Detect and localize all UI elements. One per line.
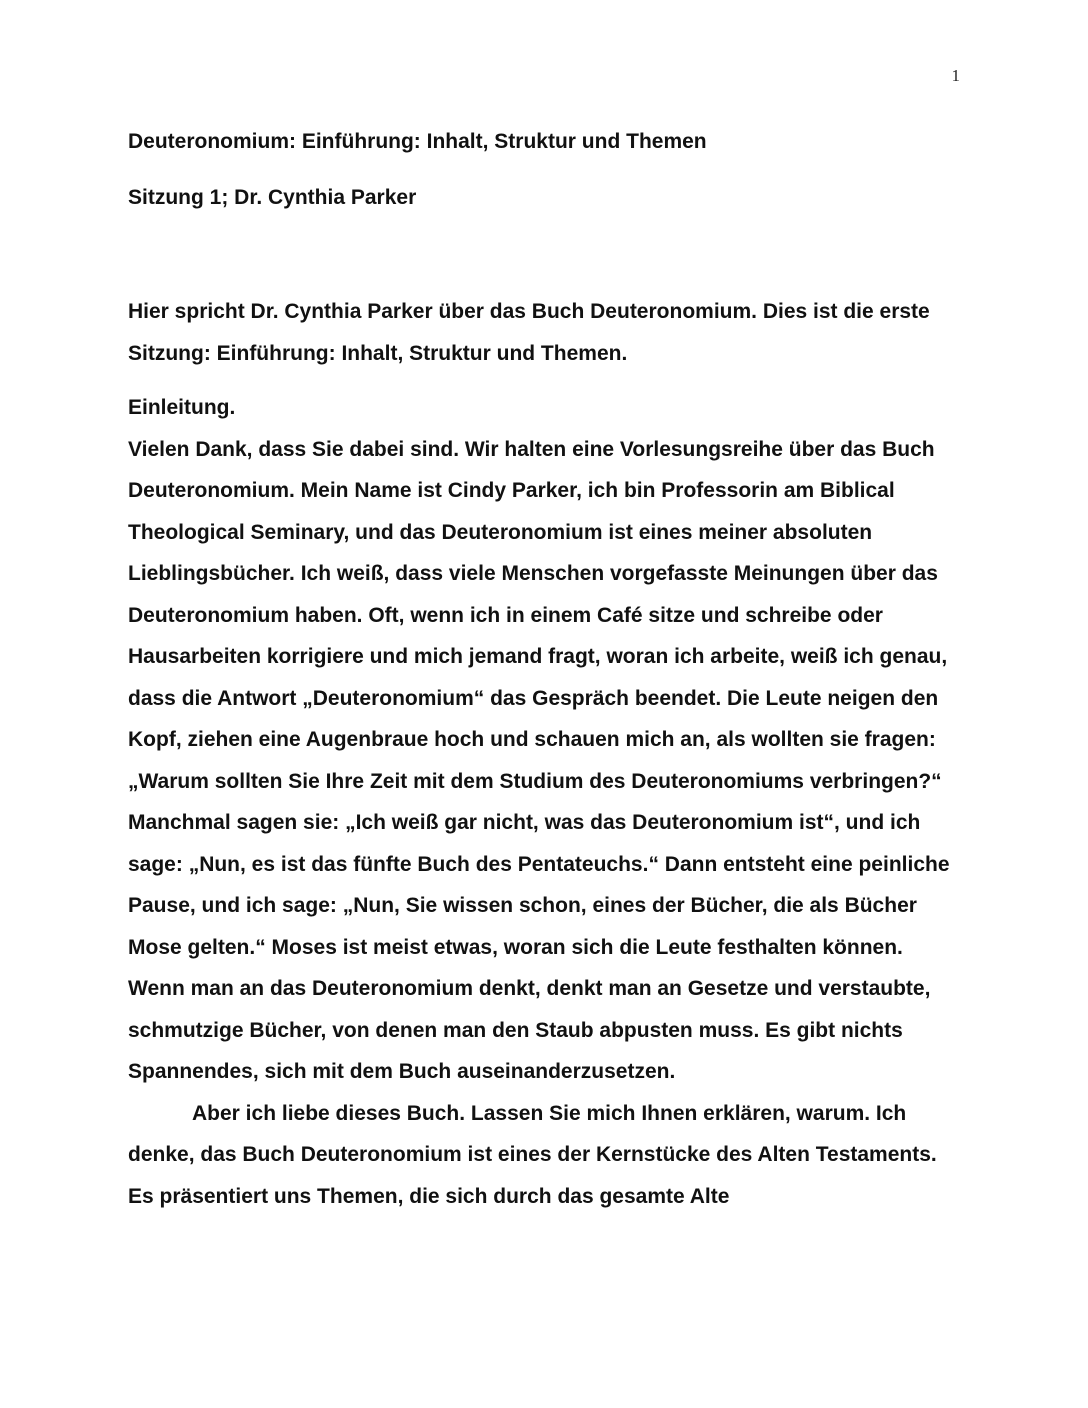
body-paragraph: Aber ich liebe dieses Buch. Lassen Sie mich Ihnen erklären, warum. Ich denke, das Buch Deuteronomium ist eines der Kernstücke des Alten Testaments. Es präsentiert uns Themen, die sich durch das gesamte Alte — [128, 1101, 937, 1208]
page-number: 1 — [951, 66, 960, 85]
document-title: Deuteronomium: Einführung: Inhalt, Struktur und Themen — [128, 130, 707, 153]
body-paragraph: Vielen Dank, dass Sie dabei sind. Wir halten eine Vorlesungsreihe über das Buch Deuteronomium. Mein Name ist Cindy Parker, ich bin Professorin am Biblical Theological Seminary, und das Deuteronomium ist eines meiner absoluten Lieblingsbücher. Ich weiß, dass viele Menschen vorgefasste Meinungen über das Deuteronomium haben. Oft, wenn ich in einem Café sitze und schreibe oder Hausarbeiten korrigiere und mich jemand fragt, woran ich arbeite, weiß ich genau, dass die Antwort „Deuteronomium“ das Gespräch beendet. Die Leute neigen den Kopf, ziehen eine Augenbraue hoch und schauen mich an, als wollten sie fragen: „Warum sollten Sie Ihre Zeit mit dem Studium des Deuteronomiums verbringen?“ Manchmal sagen sie: „Ich weiß gar nicht, was das Deuteronomium ist“, und ich sage: „Nun, es ist das fünfte Buch des Pentateuchs.“ Dann entsteht eine peinliche Pause, und ich sage: „Nun, Sie wissen schon, eines der Bücher, die als Bücher Mose gelten.“ Moses ist meist etwas, woran sich die Leute festhalten können. Wenn man an das Deuteronomium denkt, denkt man an Gesetze und verstaubte, schmutzige Bücher, von denen man den Staub abpusten muss. Es gibt nichts Spannendes, sich mit dem Buch auseinanderzusetzen. — [128, 437, 950, 1083]
intro-paragraph: Hier spricht Dr. Cynthia Parker über das Buch Deuteronomium. Dies ist die erste Sitzung: Einführung: Inhalt, Struktur und Themen. — [128, 300, 930, 365]
document-body — [128, 126, 960, 1217]
section-heading: Einleitung. — [128, 396, 236, 419]
session-line: Sitzung 1; Dr. Cynthia Parker — [128, 186, 417, 209]
